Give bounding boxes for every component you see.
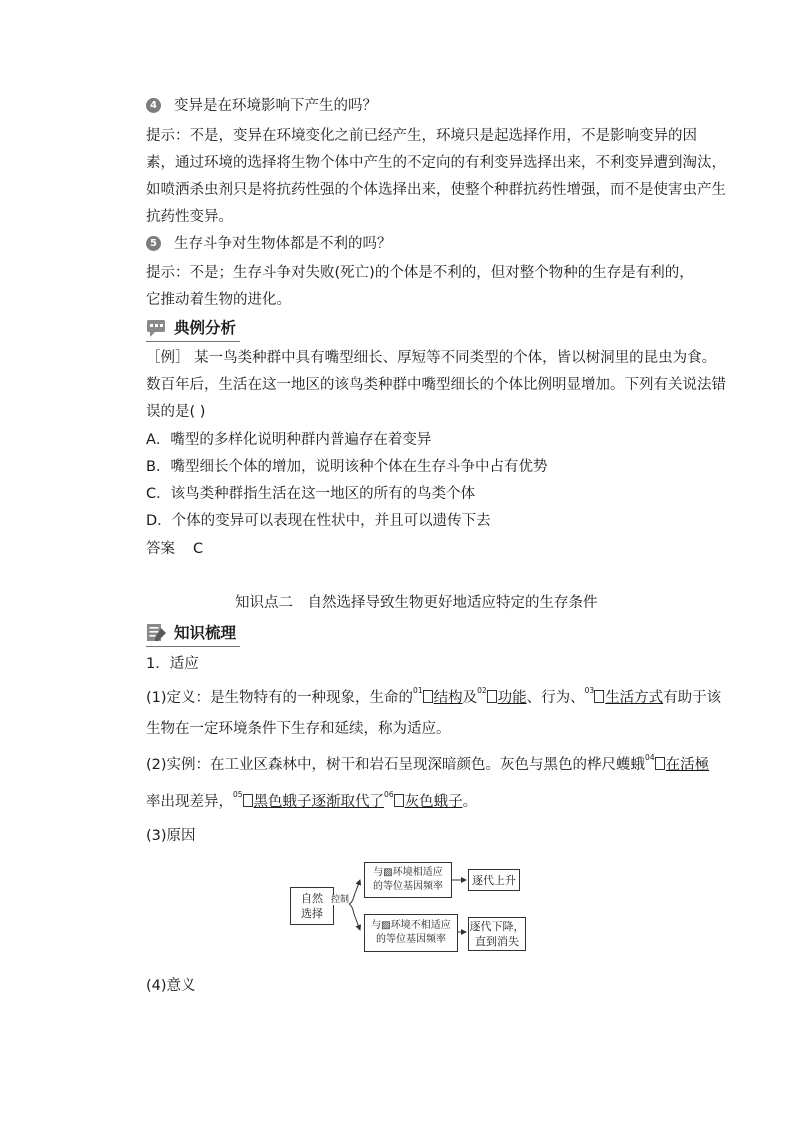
blank-number: 06 [384,790,394,799]
option-a: A．嘴型的多样化说明种群内普遍存在着变异 [146,432,432,448]
meaning-heading: (4)意义 [146,978,196,994]
source-box: 自然 选择 [290,887,334,925]
definition-text: 及 [462,690,478,706]
blank-box-icon [594,690,604,703]
knowledge-section-header [146,621,240,647]
q4-hint-line-4: 抗药性变异。 [146,209,233,225]
blank-number: 05 [233,790,243,799]
section-underline [146,646,240,647]
blank-number: 01 [413,686,423,695]
example-text: (2)实例：在工业区森林中，树干和岩石呈现深暗颜色。灰色与黑色的桦尺蠖蛾 [146,757,646,773]
example-text: 率出现差异， [146,794,233,810]
chat-bubble-icon [146,318,168,338]
example-line-2 [146,792,477,814]
blank-box-icon [423,690,433,703]
example-stem-line-3: 误的是( ) [146,404,206,420]
definition-text: 、行为、 [526,690,585,706]
example-line-1 [146,755,709,777]
question-5-title: 生存斗争对生物体都是不利的吗？ [174,236,392,252]
notebook-icon [146,623,168,643]
q4-hint-line-1: 提示：不是，变异在环境变化之前已经产生，环境只是起选择作用，不是影响变异的因 [146,128,697,144]
question-number-badge: 5 [146,236,161,251]
q5-hint-line-1: 提示：不是；生存斗争对失败(死亡)的个体是不利的，但对整个物种的生存是有利的， [146,265,694,281]
blank-box-icon [487,690,497,703]
blank-number: 03 [584,686,595,695]
knowledge-point-heading: 知识点二 自然选择导致生物更好地适应特定的生存条件 [235,595,598,611]
example-stem-line-2: 数百年后，生活在这一地区的该鸟类种群中嘴型细长的个体比例明显增加。下列有关说法错 [146,377,726,393]
section-title: 典例分析 [174,319,237,337]
section-underline [146,341,240,342]
definition-line-1 [146,688,721,710]
answer-term: 生活方式 [605,690,664,706]
answer-label: 答案 [146,541,175,557]
selection-flow-diagram [288,858,528,958]
answer-line [146,539,203,559]
answer-term: 结构 [433,690,463,706]
adaptation-heading: 1．适应 [146,656,199,672]
cause-heading: (3)原因 [146,828,196,844]
answer-term: 功能 [497,690,527,706]
q5-hint-line-2: 它推动着生物的进化。 [146,292,291,308]
answer-term: 在活極 [665,757,710,773]
question-number-badge: 4 [146,98,161,113]
section-title: 知识梳理 [174,624,237,642]
option-b: B．嘴型细长个体的增加，说明该种个体在生存斗争中占有优势 [146,459,548,475]
edge-label: 控制 [331,895,350,905]
answer-value: C [193,541,204,557]
answer-term: 黑色蛾子逐渐取代了 [253,794,385,810]
q4-hint-line-2: 素，通过环境的选择将生物个体中产生的不定向的有利变异选择出来，不利变异遭到淘汰， [146,155,726,171]
maladapted-frequency-box: 与▨环境不相适应 的等位基因频率 [364,914,458,952]
example-text: 。 [462,794,478,810]
blank-number: 02 [477,686,487,695]
q4-hint-line-3: 如喷洒杀虫剂只是将抗药性强的个体选择出来，使整个种群抗药性增强，而不是使害虫产生 [146,182,726,198]
answer-term: 灰色蛾子 [404,794,463,810]
blank-box-icon [243,794,253,807]
option-c: C．该鸟类种群指生活在这一地区的所有的鸟类个体 [146,486,476,502]
option-d: D．个体的变异可以表现在性状中，并且可以遗传下去 [146,513,491,529]
blank-box-icon [394,794,404,807]
rise-result-box: 逐代上升 [468,869,520,891]
blank-number: 04 [645,753,655,762]
definition-text: (1)定义：是生物特有的一种现象，生命的 [146,690,414,706]
definition-line-2: 生物在一定环境条件下生存和延续，称为适应。 [146,721,451,737]
example-stem-line-1: ［例］ 某一鸟类种群中具有嘴型细长、厚短等不同类型的个体，皆以树洞里的昆虫为食。 [146,350,717,366]
definition-text: 有助于该 [663,690,722,706]
adapted-frequency-box: 与▨环境相适应 的等位基因频率 [364,862,452,898]
question-4-title: 变异是在环境影响下产生的吗？ [174,98,377,114]
decline-result-box: 逐代下降， 直到消失 [468,917,526,951]
example-section-header [146,316,240,342]
blank-box-icon [655,757,665,770]
